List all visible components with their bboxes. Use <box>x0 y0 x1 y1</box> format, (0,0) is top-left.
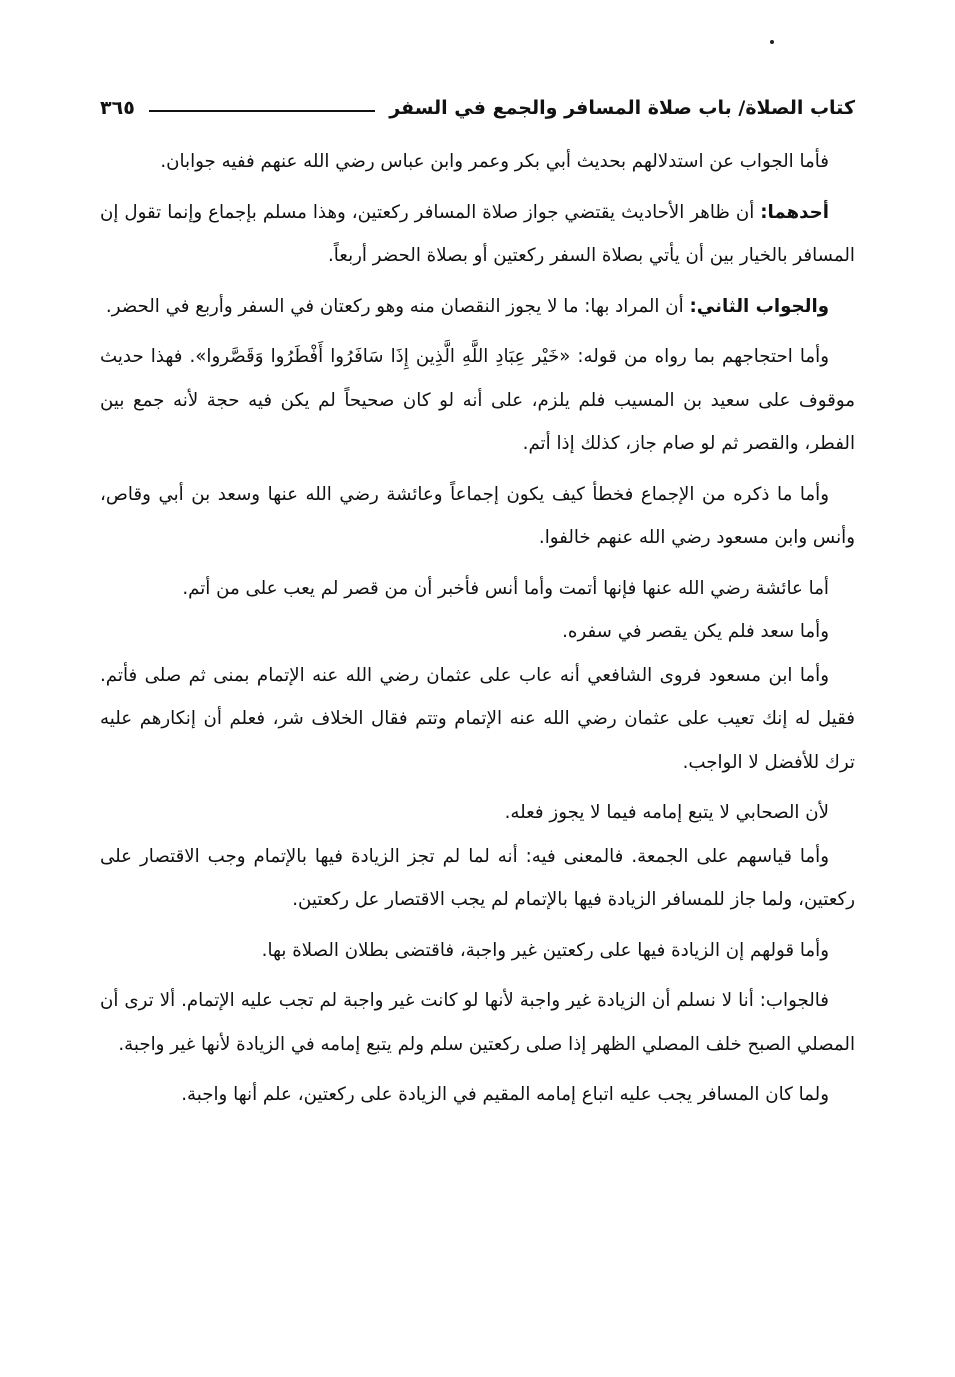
paragraph-text: أما عائشة رضي الله عنها فإنها أتمت وأما أنس فأخبر أن من قصر لم يعب على من أتم. <box>182 577 829 599</box>
paragraph-9 <box>100 791 855 835</box>
paragraph-text: فأما الجواب عن استدلالهم بحديث أبي بكر وعمر وابن عباس رضي الله عنهم ففيه جوابان. <box>160 151 829 172</box>
paragraph-text: أن ظاهر الأحاديث يقتضي جواز صلاة المسافر ركعتين، وهذا مسلم بإجماع وإنما تقول إن المسافر بالخيار بين أن يأتي بصلاة السفر ركعتين أو بصلاة الحضر أربعاً. <box>100 201 855 266</box>
paragraph-10 <box>100 835 855 922</box>
running-header <box>100 88 855 128</box>
paragraph-text: لأن الصحابي لا يتبع إمامه فيما لا يجوز فعله. <box>504 802 829 823</box>
paragraph-text: ولما كان المسافر يجب عليه اتباع إمامه المقيم في الزيادة على ركعتين، علم أنها واجبة. <box>181 1084 829 1105</box>
paragraph-text: وأما قولهم إن الزيادة فيها على ركعتين غير واجبة، فاقتضى بطلان الصلاة بها. <box>261 939 829 961</box>
paragraph-text: وأما ابن مسعود فروى الشافعي أنه عاب على عثمان رضي الله عنه الإتمام بمنى ثم صلى فأتم. فقيل له إنك تعيب على عثمان رضي الله عنه الإتمام وتتم فقال الخلاف شر، فعلم أن إنكارهم عليه ترك للأفضل لا الواجب. <box>100 664 855 773</box>
paragraph-7 <box>100 610 855 654</box>
page-body <box>100 140 855 1117</box>
page-number: ٣٦٥ <box>100 97 135 119</box>
header-rule <box>149 110 375 112</box>
paragraph-1 <box>100 140 855 184</box>
paragraph-2 <box>100 191 855 278</box>
header-title: كتاب الصلاة/ باب صلاة المسافر والجمع في السفر <box>389 97 855 119</box>
page-speck <box>770 40 774 44</box>
paragraph-text: وأما احتجاجهم بما رواه من قوله: «خَيْر عِبَادِ اللَّهِ الَّذِين إِذَا سَافَرُوا أَفْطَرُوا وَقَصَّروا». فهذا حديث موقوف على سعيد بن المسيب فلم يلزم، على أنه لو كان صحيحاً لم يكن فيه حجة لأنه جمع بين الفطر، والقصر ثم لو صام جاز، كذلك إذا أتم. <box>100 346 855 454</box>
paragraph-4 <box>100 335 855 466</box>
paragraph-3 <box>100 285 855 329</box>
paragraph-8 <box>100 654 855 785</box>
paragraph-text: وأما سعد فلم يكن يقصر في سفره. <box>562 621 829 642</box>
paragraph-11 <box>100 929 855 973</box>
paragraph-text: وأما قياسهم على الجمعة. فالمعنى فيه: أنه لما لم تجز الزيادة فيها بالإتمام وجب الاقتصار على ركعتين، ولما جاز للمسافر الزيادة فيها بالإتمام لم يجب الاقتصار عل ركعتين. <box>100 845 855 910</box>
paragraph-6 <box>100 567 855 611</box>
paragraph-13 <box>100 1073 855 1117</box>
paragraph-5 <box>100 473 855 560</box>
paragraph-lead: والجواب الثاني: <box>689 295 829 317</box>
paragraph-12 <box>100 979 855 1066</box>
paragraph-text: وأما ما ذكره من الإجماع فخطأ كيف يكون إجماعاً وعائشة رضي الله عنها وسعد بن أبي وقاص، وأنس وابن مسعود رضي الله عنهم خالفوا. <box>100 483 855 548</box>
paragraph-text: فالجواب: أنا لا نسلم أن الزيادة غير واجبة لأنها لو كانت غير واجبة لم تجب عليه الإتمام. ألا ترى أن المصلي الصبح خلف المصلي الظهر إذا صلى ركعتين سلم ولم يتبع إمامه في الزيادة لأنها غير واجبة. <box>100 990 855 1055</box>
paragraph-text: أن المراد بها: ما لا يجوز النقصان منه وهو ركعتان في السفر وأربع في الحضر. <box>105 295 690 317</box>
paragraph-lead: أحدهما: <box>760 201 829 223</box>
